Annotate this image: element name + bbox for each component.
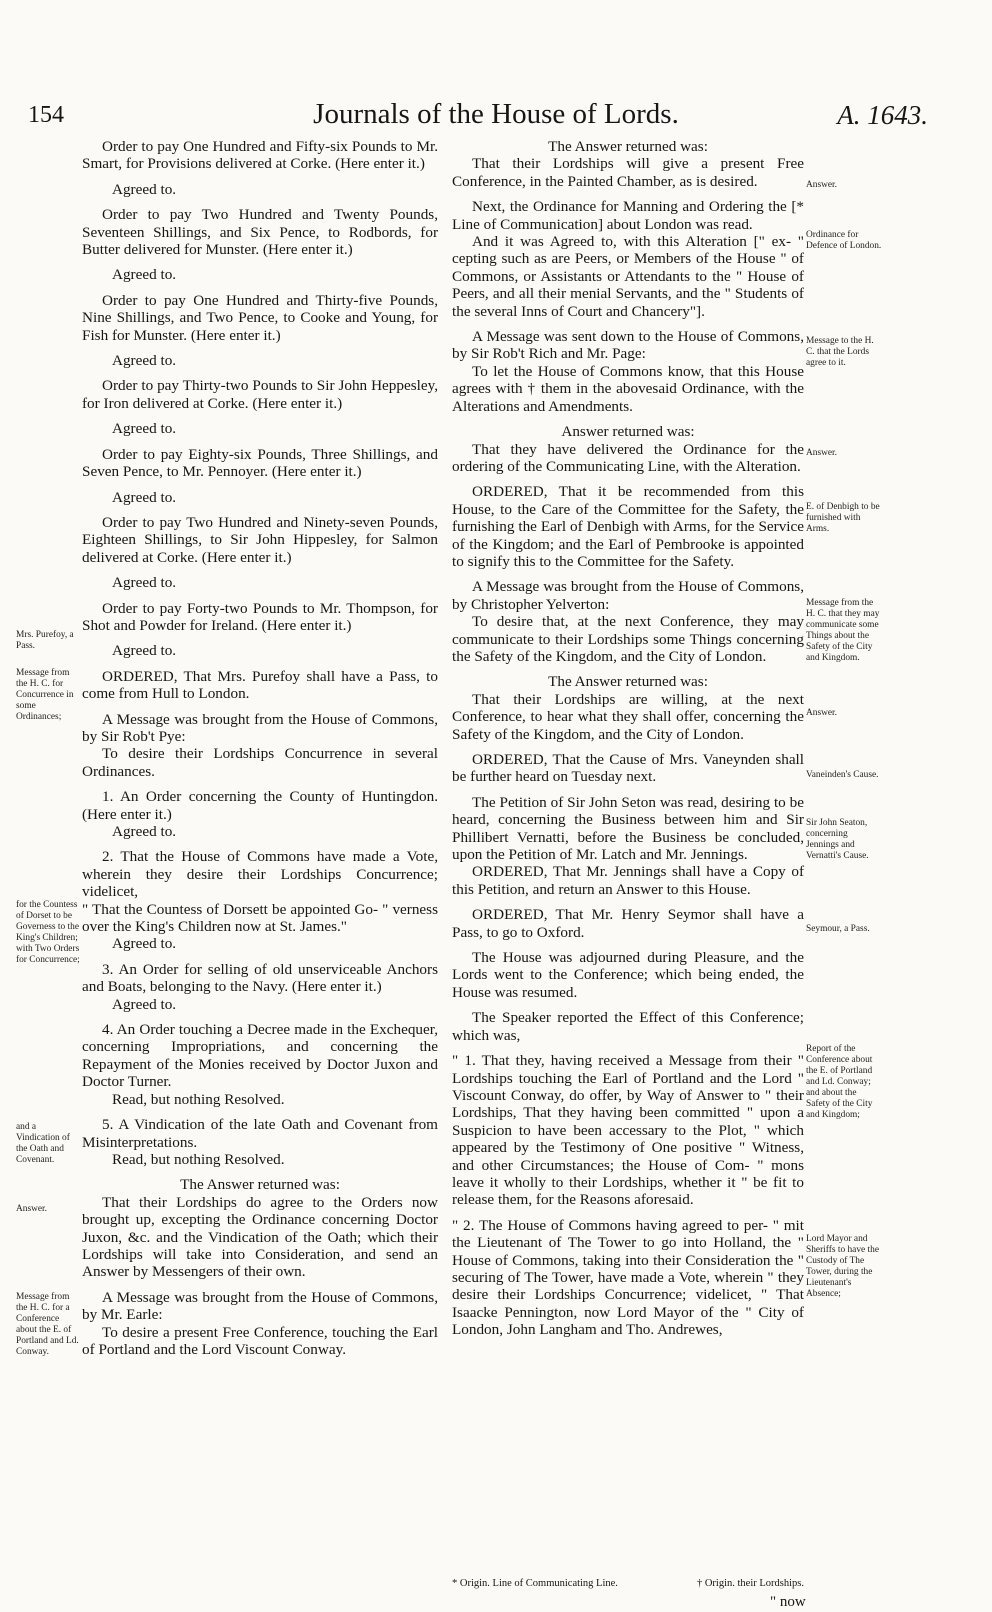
margin-note: and a Vindication of the Oath and Covenant.	[16, 1122, 70, 1165]
agreed-to: Agreed to.	[112, 823, 177, 840]
margin-note: Sir John Seaton, concerning Jennings and Vernatti's Cause.	[806, 818, 869, 861]
item-vindication: 5. A Vindication of the late Oath and Covenant from Misinterpretations.	[82, 1116, 438, 1151]
footnote: † Origin. their Lordships.	[696, 1578, 804, 1589]
answer-heading: The Answer returned was:	[548, 673, 708, 691]
message-rich-page-text: To let the House of Commons know, that this House agrees with † them in the abovesaid Ordinance, with the Alterations and Amendments.	[452, 362, 804, 415]
agreed-to: Agreed to.	[112, 574, 177, 592]
answer-text: That their Lordships do agree to the Orders now brought up, excepting the Ordinance concerning Doctor Juxon, &c. and the Vindication of the Oath; which their Lordships will take into Consideration, and send an Answer by Messengers of their own.	[82, 1193, 438, 1281]
margin-note: Answer.	[806, 448, 837, 458]
message-pye: A Message was brought from the House of Commons, by Sir Rob't Pye:	[82, 710, 438, 745]
agreed-to: Agreed to.	[112, 180, 177, 198]
margin-note: Answer.	[16, 1204, 47, 1214]
message-pye-purpose: To desire their Lordships Concurrence in several Ordinances.	[82, 745, 438, 780]
read-not-resolved: Read, but nothing Resolved.	[112, 1090, 285, 1108]
read-not-resolved: Read, but nothing Resolved.	[112, 1150, 285, 1168]
agreed-to: Agreed to.	[112, 488, 177, 506]
order-seymor: ORDERED, That Mr. Henry Seymor shall have a Pass, to go to Oxford.	[452, 906, 804, 941]
order-vaneynden: ORDERED, That the Cause of Mrs. Vaneynden shall be further heard on Tuesday next.	[452, 751, 804, 786]
margin-note: Report of the Conference about the E. of Portland and Ld. Conway; and about the Safety of the City and Kingdom;	[806, 1044, 873, 1120]
margin-note: Seymour, a Pass.	[806, 924, 870, 934]
left-column	[82, 138, 438, 1358]
agreed-to: Agreed to.	[112, 935, 177, 953]
page-header	[0, 96, 992, 136]
margin-note: Mrs. Purefoy, a Pass.	[16, 630, 74, 651]
petition-seton: The Petition of Sir John Seton was read, desiring to be heard, concerning the Business between him and Sir Phillibert Vernatti, before the Business be concluded, upon the Petition of Mr. Latch and Mr. Jennings.	[452, 793, 804, 864]
order-rodbords: Order to pay Two Hundred and Twenty Pounds, Seventeen Shillings, and Six Pence, to Rodbords, for Butter delivered for Munster. (Here enter it.)	[82, 206, 438, 259]
item-vote: 2. That the House of Commons have made a Vote, wherein they desire their Lordships Concurrence; videlicet,	[82, 848, 438, 901]
margin-note: Message from the H. C. for a Conference about the E. of Portland and Ld. Conway.	[16, 1292, 79, 1357]
page-number: 154	[28, 102, 64, 128]
footnote: * Origin. Line of Communicating Line.	[452, 1578, 618, 1589]
margin-note: Vaneinden's Cause.	[806, 770, 879, 780]
margin-note: Message to the H. C. that the Lords agree to it.	[806, 336, 874, 368]
margin-note: Ordinance for Defence of London.	[806, 230, 882, 251]
right-column	[452, 138, 804, 1339]
margin-note: Message from the H. C. that they may communicate some Things about the Safety of the City and Kingdom.	[806, 598, 880, 663]
message-rich-page: A Message was sent down to the House of Commons, by Sir Rob't Rich and Mr. Page:	[452, 328, 804, 363]
margin-note: Message from the H. C. for Concurrence in some Ordinances;	[16, 668, 74, 722]
answer-delivered: That they have delivered the Ordinance for the ordering of the Communicating Line, with the Alteration.	[452, 440, 804, 475]
house-adjourned: The House was adjourned during Pleasure, and the Lords went to the Conference; which being ended, the House was resumed.	[452, 949, 804, 1001]
agreed-to: Agreed to.	[112, 266, 177, 284]
message-earle: A Message was brought from the House of Commons, by Mr. Earle:	[82, 1288, 438, 1324]
agreed-to: Agreed to.	[112, 642, 177, 660]
item-anchors: 3. An Order for selling of old unserviceable Anchors and Boats, belonging to the Navy. (Here enter it.)	[82, 960, 438, 996]
message-earle-purpose: To desire a present Free Conference, touching the Earl of Portland and the Lord Viscount Conway.	[82, 1323, 438, 1358]
journal-title: Journals of the House of Lords.	[313, 98, 679, 130]
margin-note: Lord Mayor and Sheriffs to have the Custody of The Tower, during the Lieutenant's Absence;	[806, 1234, 879, 1299]
answer-conference: That their Lordships will give a present Free Conference, in the Painted Chamber, as is desired.	[452, 155, 804, 190]
order-hippesley: Order to pay Two Hundred and Ninety-seven Pounds, Eighteen Shillings, to Sir John Hippesley, for Salmon delivered at Corke. (Here enter it.)	[82, 513, 438, 566]
agreed-to: Agreed to.	[112, 420, 177, 438]
margin-note: for the Countess of Dorset to be Governess to the King's Children; with Two Orders for Concurrence;	[16, 900, 80, 965]
answer-heading: The Answer returned was:	[548, 138, 708, 155]
order-jennings: ORDERED, That Mr. Jennings shall have a Copy of this Petition, and return an Answer to this House.	[452, 863, 804, 898]
order-cooke-young: Order to pay One Hundred and Thirty-five Pounds, Nine Shillings, and Two Pence, to Cooke and Young, for Fish for Munster. (Here enter it.)	[82, 291, 438, 344]
margin-note: E. of Denbigh to be furnished with Arms.	[806, 502, 880, 534]
answer-heading: The Answer returned was:	[180, 1176, 340, 1194]
agreed-to: Agreed to.	[112, 352, 177, 370]
message-yelverton: A Message was brought from the House of Commons, by Christopher Yelverton:	[452, 578, 804, 613]
order-thompson: Order to pay Forty-two Pounds to Mr. Thompson, for Shot and Powder for Ireland. (Here enter it.)	[82, 599, 438, 634]
answer-heading: Answer returned was:	[561, 423, 695, 441]
year-label: A. 1643.	[837, 100, 928, 130]
item-huntingdon: 1. An Order concerning the County of Huntingdon. (Here enter it.)	[82, 788, 438, 823]
ordinance-alteration: And it was Agreed to, with this Alteration [" ex- " cepting such as are Peers, or Members of the House " of Commons, or Assistants or Attendants to the " House of Peers, and all their menial Servants, and the " Students of the several Inns of Court and Chancery"].	[452, 233, 804, 320]
order-denbigh: ORDERED, That it be recommended from this House, to the Care of the Committee for the Safety, the furnishing the Earl of Denbigh with Arms, for the Service of the Kingdom; and the Earl of Pembrooke is appointed to signify this to the Committee for the Safety.	[452, 483, 804, 570]
message-yelverton-text: To desire that, at the next Conference, they may communicate to their Lordships some Things concerning the Safety of the Kingdom, and the City of London.	[452, 613, 804, 665]
agreed-to: Agreed to.	[112, 995, 177, 1013]
ordinance-line: Next, the Ordinance for Manning and Ordering the [* Line of Communication] about London was read.	[452, 198, 804, 233]
order-heppesley: Order to pay Thirty-two Pounds to Sir John Heppesley, for Iron delivered at Corke. (Here enter it.)	[82, 377, 438, 412]
margin-note: Answer.	[806, 180, 837, 190]
margin-note: Answer.	[806, 708, 837, 718]
order-pennoyer: Order to pay Eighty-six Pounds, Three Shillings, and Seven Pence, to Mr. Pennoyer. (Here enter it.)	[82, 445, 438, 481]
report-item-2: " 2. The House of Commons having agreed to per- " mit the Lieutenant of The Tower to go into Holland, the " House of Commons, taking into their Consideration the " securing of The Tower, have made a Vote, wherein " they desire their Lordships Concurrence; videlicet, " That Isaacke Pennington, now Lord Mayor of the " City of London, John Langham and Tho. Andrewes,	[452, 1216, 804, 1339]
answer-willing: That their Lordships are willing, at the next Conference, to hear what they shall offer, concerning the Safety of the Kingdom, and the City of London.	[452, 690, 804, 743]
quote-dorsett: " That the Countess of Dorsett be appointed Go- " verness over the King's Children now at St. James."	[82, 900, 438, 936]
report-item-1: " 1. That they, having received a Message from their " Lordships touching the Earl of Portland and the Lord " Viscount Conway, do offer, by Way of Answer to " their Lordships, That they having been committed " upon a Suspicion to have been accessary to the Plot, " which appeared by the Testimony of One positive " Witness, and other Circumstances; the House of Com- " mons leave it wholly to their Lordships, whether it " be fit to release them, for the Reasons aforesaid.	[452, 1052, 804, 1209]
item-decree: 4. An Order touching a Decree made in the Exchequer, concerning Impropriations, and concerning the Repayment of the Monies received by Doctor Juxon and Doctor Turner.	[82, 1021, 438, 1091]
footnotes	[452, 1578, 804, 1589]
order-smart: Order to pay One Hundred and Fifty-six Pounds to Mr. Smart, for Provisions delivered at Corke. (Here enter it.)	[82, 138, 438, 173]
order-purefoy: ORDERED, That Mrs. Purefoy shall have a Pass, to come from Hull to London.	[82, 667, 438, 703]
speaker-reported: The Speaker reported the Effect of this Conference; which was,	[452, 1009, 804, 1044]
catchword: " now	[770, 1594, 806, 1610]
